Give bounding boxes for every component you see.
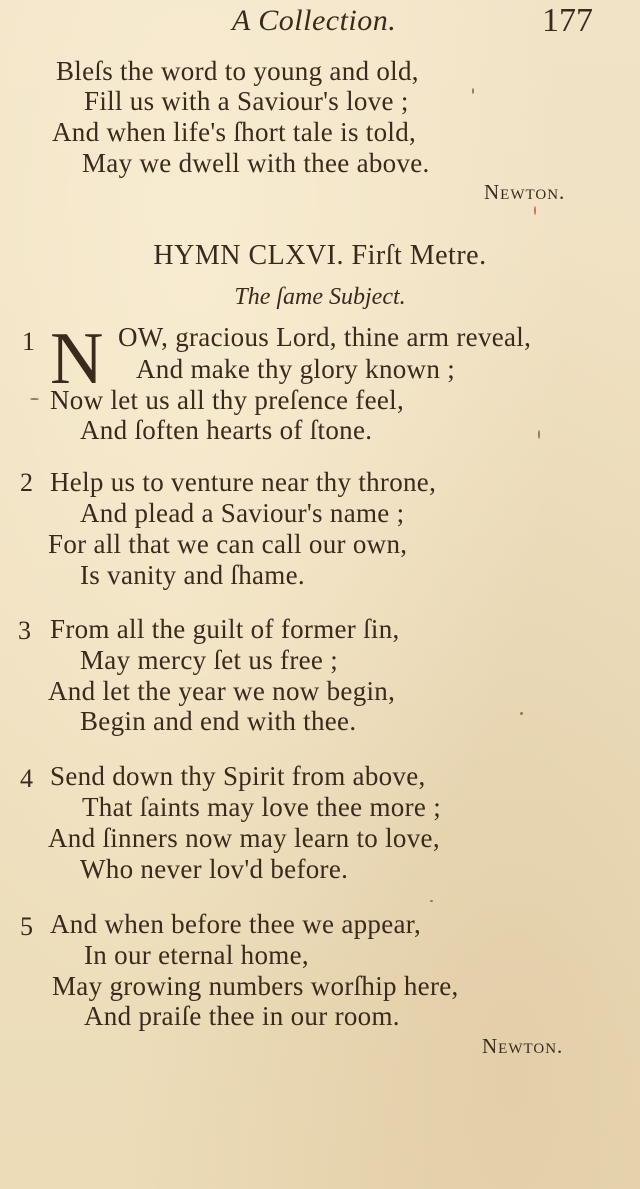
stanza-number: 5 — [20, 912, 33, 941]
prev-hymn-line-2: Fill us with a Saviour's love ; — [84, 86, 409, 116]
prev-hymn-line-4: May we dwell with thee above. — [82, 148, 430, 178]
paper-speck — [30, 398, 39, 400]
stanza-line: May mercy ſet us free ; — [80, 645, 339, 675]
paper-speck — [472, 88, 474, 94]
stanza-line: Help us to venture near thy throne, — [50, 467, 437, 497]
prev-hymn-line-1: Bleſs the word to young and old, — [56, 56, 419, 86]
running-head — [0, 2, 640, 42]
stanza-line: Who never lov'd before. — [80, 854, 349, 884]
stanza-line: And when before thee we appear, — [50, 909, 422, 939]
stanza-line: Now let us all thy preſence feel, — [50, 385, 405, 415]
stanza-line: For all that we can call our own, — [48, 529, 408, 559]
stanza-line: And praiſe thee in our room. — [84, 1001, 400, 1031]
stanza-line: OW, gracious Lord, thine arm reveal, — [118, 322, 532, 352]
hymn-author: Newton. — [482, 1034, 564, 1058]
stanza-number: 4 — [20, 764, 33, 793]
running-title: A Collection. — [232, 4, 397, 37]
paper-speck — [520, 712, 523, 715]
hymn-subject: The ſame Subject. — [234, 284, 406, 310]
stanza-line: May growing numbers worſhip here, — [52, 971, 459, 1001]
stanza-line: Begin and end with thee. — [80, 706, 357, 736]
stanza-line: And plead a Saviour's name ; — [80, 498, 405, 528]
paper-speck — [430, 900, 433, 902]
stanza-line: Is vanity and ſhame. — [80, 560, 305, 590]
stanza-number: 3 — [18, 616, 31, 645]
stanza-line: Send down thy Spirit from above, — [50, 761, 426, 791]
stanza-number: 1 — [22, 327, 35, 356]
stanza-number: 2 — [20, 468, 33, 497]
paper-speck — [538, 430, 540, 439]
stanza-line: And make thy glory known ; — [136, 354, 456, 384]
prev-hymn-line-3: And when life's ſhort tale is told, — [52, 117, 417, 147]
paper-speck — [534, 206, 536, 215]
hymn-heading: HYMN CLXVI. Firſt Metre. — [153, 240, 487, 271]
page-number: 177 — [542, 2, 593, 39]
stanza-line: In our eternal home, — [84, 940, 309, 970]
stanza-line: That ſaints may love thee more ; — [82, 792, 441, 822]
stanza-line: And let the year we now begin, — [48, 676, 396, 706]
prev-hymn-author: Newton. — [484, 180, 566, 204]
stanza-line: From all the guilt of former ſin, — [50, 614, 400, 644]
stanza-line: And ſoften hearts of ſtone. — [80, 415, 373, 445]
drop-capital: N — [50, 318, 104, 400]
stanza-line: And ſinners now may learn to love, — [48, 823, 440, 853]
